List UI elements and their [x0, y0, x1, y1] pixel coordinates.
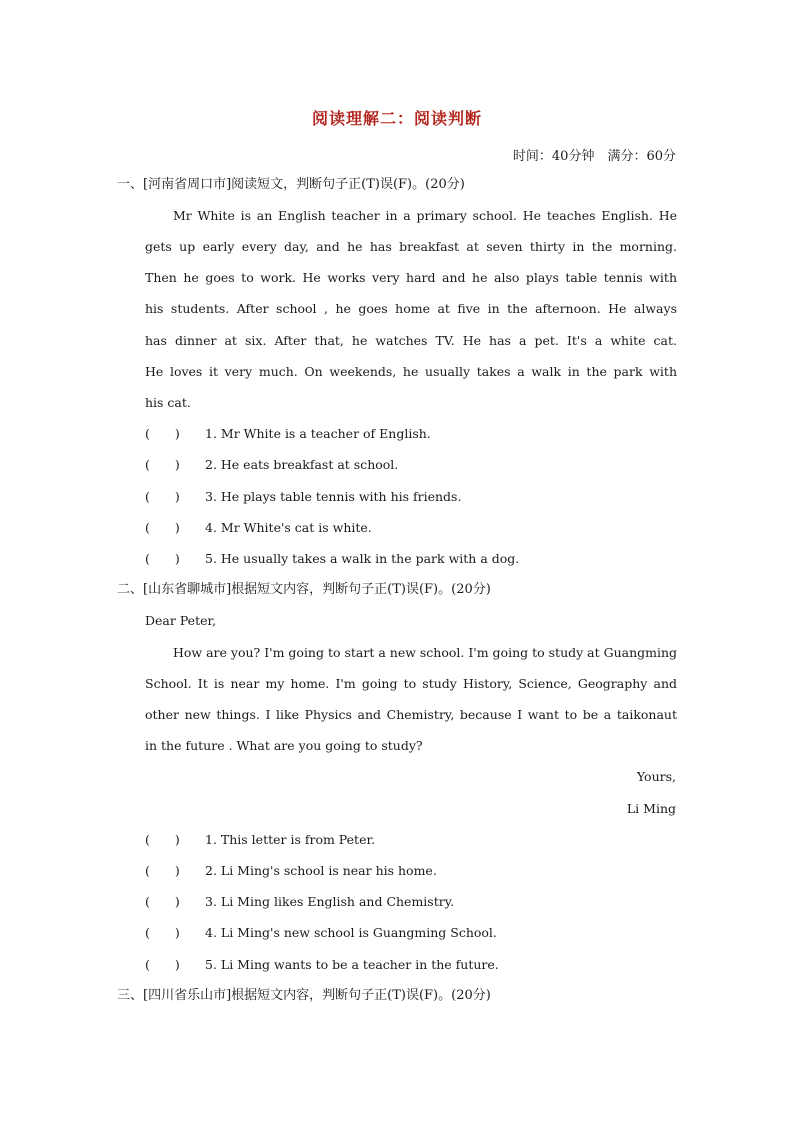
- section2-passage-line: in the future . What are you going to study?: [145, 738, 423, 753]
- section1-passage-line: has dinner at six. After that, he watches TV. He has a pet. It's a white cat.: [145, 333, 677, 348]
- time-score-info: 时间：40分钟 满分：60分: [512, 149, 676, 164]
- page-title: 阅读理解二：阅读判断: [311, 109, 482, 128]
- section2-question-5: [145, 957, 499, 973]
- letter-greeting: Dear Peter,: [145, 613, 217, 628]
- section2-passage-line: other new things. I like Physics and Chemistry, because I want to be a taikonaut: [145, 707, 677, 722]
- question-text: 4. Mr White's cat is white.: [205, 520, 372, 535]
- section1-passage-line: gets up early every day, and he has breakfast at seven thirty in the morning.: [145, 239, 677, 254]
- answer-blank[interactable]: ( ): [145, 489, 180, 504]
- answer-blank[interactable]: ( ): [145, 957, 180, 972]
- letter-closing: Yours,: [636, 769, 676, 784]
- question-text: 1. Mr White is a teacher of English.: [205, 426, 431, 441]
- section1-question-2: [145, 457, 398, 473]
- question-text: 4. Li Ming's new school is Guangming School.: [205, 925, 497, 940]
- section1-question-4: [145, 520, 372, 536]
- answer-blank[interactable]: ( ): [145, 457, 180, 472]
- answer-blank[interactable]: ( ): [145, 426, 180, 441]
- section1-passage-line: Then he goes to work. He works very hard and he also plays table tennis with: [145, 270, 677, 285]
- section1-passage-line: Mr White is an English teacher in a primary school. He teaches English. He: [173, 208, 677, 223]
- section2-heading: 二、[山东省聊城市]根据短文内容，判断句子正(T)误(F)。(20分): [117, 582, 491, 597]
- section2-question-2: [145, 863, 437, 879]
- section1-heading: 一、[河南省周口市]阅读短文，判断句子正(T)误(F)。(20分): [117, 177, 465, 192]
- question-text: 5. Li Ming wants to be a teacher in the future.: [205, 957, 499, 972]
- section2-question-3: [145, 894, 454, 910]
- section2-question-4: [145, 925, 497, 941]
- section3-heading: 三、[四川省乐山市]根据短文内容，判断句子正(T)误(F)。(20分): [117, 988, 491, 1003]
- section1-question-1: [145, 426, 431, 442]
- question-text: 5. He usually takes a walk in the park with a dog.: [205, 551, 520, 566]
- section1-passage-line: He loves it very much. On weekends, he usually takes a walk in the park with: [145, 364, 677, 379]
- question-text: 3. Li Ming likes English and Chemistry.: [205, 894, 455, 909]
- letter-signature: Li Ming: [626, 801, 676, 816]
- question-text: 1. This letter is from Peter.: [205, 832, 376, 847]
- question-text: 3. He plays table tennis with his friends.: [205, 489, 462, 504]
- answer-blank[interactable]: ( ): [145, 925, 180, 940]
- section2-passage-line: School. It is near my home. I'm going to study History, Science, Geography and: [145, 676, 677, 691]
- section1-question-3: [145, 489, 461, 505]
- section1-question-5: [145, 551, 519, 567]
- section1-passage-line: his students. After school , he goes home at five in the afternoon. He always: [145, 301, 677, 316]
- section2-question-1: [145, 832, 375, 848]
- answer-blank[interactable]: ( ): [145, 894, 180, 909]
- question-text: 2. He eats breakfast at school.: [205, 457, 399, 472]
- section2-passage-line: How are you? I'm going to start a new school. I'm going to study at Guangming: [173, 645, 678, 660]
- answer-blank[interactable]: ( ): [145, 863, 180, 878]
- answer-blank[interactable]: ( ): [145, 520, 180, 535]
- section1-passage-line: his cat.: [145, 395, 191, 410]
- question-text: 2. Li Ming's school is near his home.: [205, 863, 437, 878]
- answer-blank[interactable]: ( ): [145, 551, 180, 566]
- answer-blank[interactable]: ( ): [145, 832, 180, 847]
